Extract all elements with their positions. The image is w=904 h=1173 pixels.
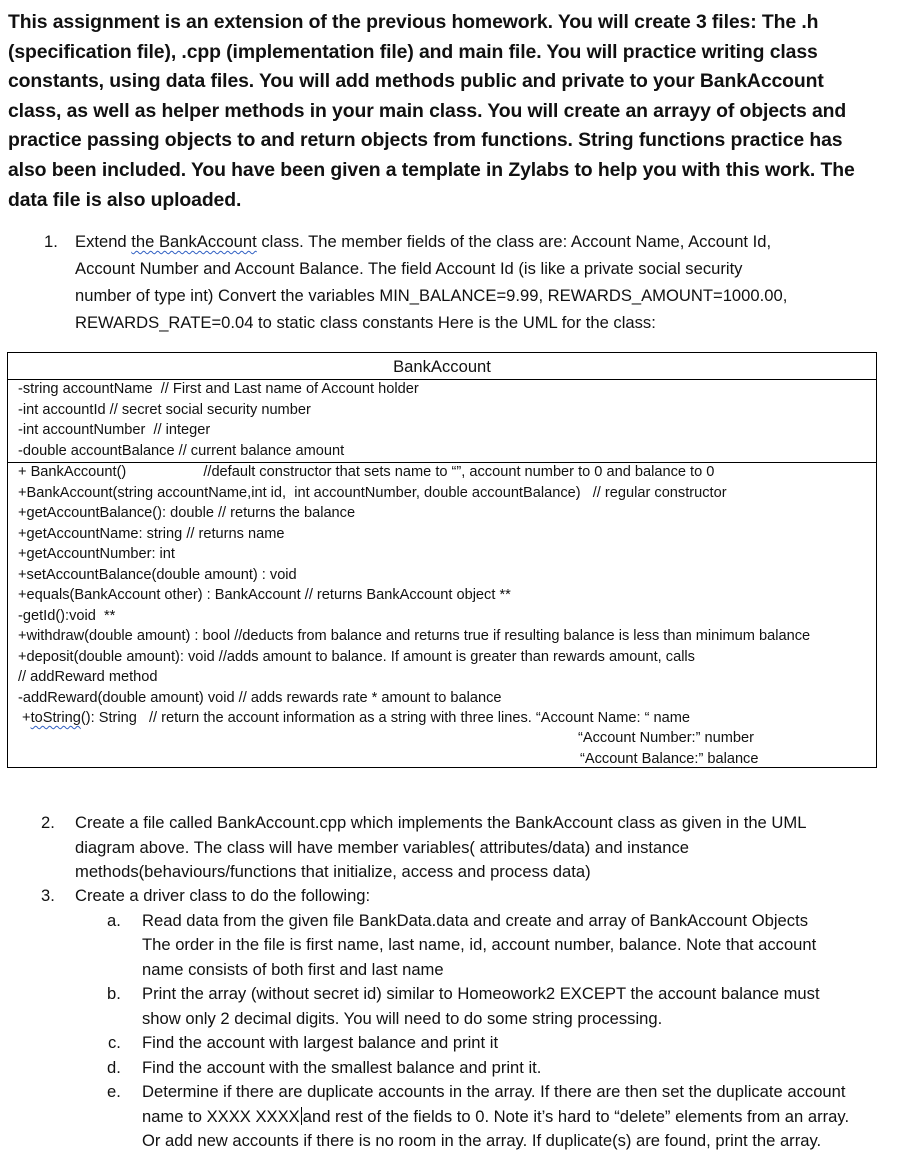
uml-method: + BankAccount() //default constructor that sets name to “”, account number to 0 and balance to 0 bbox=[18, 464, 715, 480]
text-run: and rest of the fields to 0. Note it’s hard to “delete” elements from an array. bbox=[302, 1106, 850, 1126]
intro-line: This assignment is an extension of the previous homework. You will create 3 files: The .h bbox=[8, 11, 819, 33]
item2-line: Create a file called BankAccount.cpp which implements the BankAccount class as given in the UML bbox=[75, 813, 807, 832]
sub-line: Find the account with the smallest balance and print it. bbox=[142, 1057, 542, 1077]
sub-line: Find the account with largest balance and print it bbox=[142, 1033, 499, 1052]
sub-line: The order in the file is first name, last name, id, account number, balance. Note that account bbox=[142, 935, 817, 954]
uml-field: -double accountBalance // current balance amount bbox=[18, 443, 345, 459]
uml-method-tostring-line3: “Account Balance:” balance bbox=[580, 751, 759, 767]
item2-line: methods(behaviours/functions that initialize, access and process data) bbox=[75, 862, 591, 881]
text-run: class. The member fields of the class are: Account Name, Account Id, bbox=[256, 232, 772, 251]
sub-letter: d. bbox=[107, 1057, 121, 1077]
sub-line: Or add new accounts if there is no room in the array. If duplicate(s) are found, print the array. bbox=[142, 1131, 822, 1150]
uml-divider bbox=[8, 379, 876, 380]
sub-letter: c. bbox=[108, 1033, 121, 1052]
list-number: 3. bbox=[41, 886, 55, 905]
uml-method-tostring bbox=[18, 710, 690, 726]
text-run: Extend bbox=[75, 232, 132, 251]
list-number: 2. bbox=[41, 813, 55, 832]
uml-field: -string accountName // First and Last name of Account holder bbox=[18, 381, 419, 397]
uml-method-tostring-line2: “Account Number:” number bbox=[578, 730, 755, 746]
uml-class-name: BankAccount bbox=[393, 357, 491, 376]
sub-line: Print the array (without secret id) similar to Homeowork2 EXCEPT the account balance must bbox=[142, 984, 820, 1003]
sub-line: name consists of both first and last name bbox=[142, 959, 444, 979]
intro-line: data file is also uploaded. bbox=[8, 188, 242, 211]
uml-method: +getAccountNumber: int bbox=[18, 546, 175, 562]
uml-divider bbox=[8, 462, 876, 463]
intro-line: class, as well as helper methods in your main class. You will create an arrayy of objects and bbox=[8, 99, 847, 122]
sub-line-with-caret bbox=[142, 1107, 849, 1127]
uml-method: // addReward method bbox=[18, 669, 158, 685]
text-cursor bbox=[301, 1107, 302, 1125]
uml-method: +withdraw(double amount) : bool //deducts from balance and returns true if resulting balance is less than minimum balance bbox=[18, 628, 811, 644]
uml-method: +BankAccount(string accountName,int id, int accountNumber, double accountBalance) // regular constructor bbox=[18, 485, 727, 501]
sub-line: show only 2 decimal digits. You will need to do some string processing. bbox=[142, 1008, 663, 1028]
text-run: + bbox=[18, 710, 31, 726]
item1-line-2: Account Number and Account Balance. The field Account Id (is like a private social security bbox=[75, 259, 743, 278]
item2-line: diagram above. The class will have member variables( attributes/data) and instance bbox=[75, 837, 689, 857]
uml-method: +getAccountBalance(): double // returns the balance bbox=[18, 505, 356, 521]
spellcheck-underlined-text: the BankAccount bbox=[131, 232, 257, 251]
intro-line: (specification file), .cpp (implementation file) and main file. You will practice writing class bbox=[8, 40, 818, 63]
list-number: 1. bbox=[44, 232, 58, 251]
text-run: (): String // return the account information as a string with three lines. “Account Name: “ name bbox=[80, 710, 691, 726]
sub-letter: a. bbox=[107, 910, 121, 930]
uml-method: +equals(BankAccount other) : BankAccount // returns BankAccount object ** bbox=[18, 587, 511, 603]
list-item-3 bbox=[41, 886, 901, 1166]
intro-line: also been included. You have been given a template in Zylabs to help you with this work. The bbox=[8, 158, 855, 181]
sub-letter: e. bbox=[107, 1082, 121, 1101]
item1-line-1 bbox=[75, 232, 771, 252]
uml-method: +deposit(double amount): void //adds amount to balance. If amount is greater than rewards amount, calls bbox=[18, 649, 695, 665]
sub-line: Read data from the given file BankData.data and create and array of BankAccount Objects bbox=[142, 910, 808, 930]
item1-line-4: REWARDS_RATE=0.04 to static class constants Here is the UML for the class: bbox=[75, 313, 656, 332]
uml-method: +getAccountName: string // returns name bbox=[18, 526, 285, 542]
text-run: name to XXXX XXXX bbox=[142, 1106, 300, 1126]
intro-line: constants, using data files. You will add methods public and private to your BankAccount bbox=[8, 70, 824, 93]
uml-field: -int accountId // secret social security number bbox=[18, 402, 311, 418]
uml-class-diagram bbox=[7, 352, 877, 768]
intro-line: practice passing objects to and return objects from functions. String functions practice has bbox=[8, 129, 843, 152]
item3-line: Create a driver class to do the following: bbox=[75, 886, 371, 905]
sub-line: Determine if there are duplicate accounts in the array. If there are then set the duplicate account bbox=[142, 1082, 846, 1101]
item1-line-3: number of type int) Convert the variables MIN_BALANCE=9.99, REWARDS_AMOUNT=1000.00, bbox=[75, 286, 788, 305]
uml-method: -getId():void ** bbox=[18, 608, 116, 624]
spellcheck-underlined-text: toString bbox=[30, 710, 81, 726]
list-item-2 bbox=[41, 813, 891, 885]
uml-method: -addReward(double amount) void // adds rewards rate * amount to balance bbox=[18, 690, 502, 706]
list-item-1 bbox=[44, 232, 894, 342]
sub-letter: b. bbox=[107, 984, 121, 1003]
intro-paragraph bbox=[8, 8, 888, 215]
uml-method: +setAccountBalance(double amount) : void bbox=[18, 567, 297, 583]
uml-field: -int accountNumber // integer bbox=[18, 422, 211, 438]
